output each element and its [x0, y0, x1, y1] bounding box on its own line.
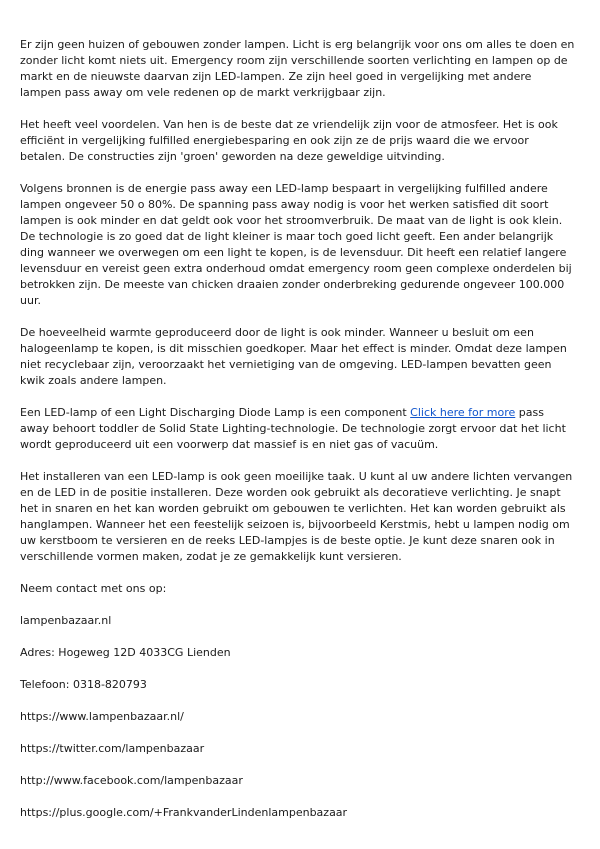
contact-site-name: lampenbazaar.nl — [20, 614, 112, 627]
paragraph-component-before: Een LED-lamp of een Light Discharging Diode Lamp is een component — [20, 406, 411, 419]
paragraph-installation: Het installeren van een LED-lamp is ook geen moeilijke taak. U kunt al uw andere lichten vervangen en de LED in de positie installeren. Deze worden ook gebruikt als decoratieve verlichting. Je snapt het in snaren en het kan worden gebruikt om gebouwen te verlichten. Het kan worden gebruikt als hanglampen. Wanneer het een feestelijk seizoen is, bijvoorbeeld Kerstmis, hebt u lampen nodig om uw kerstboom te versieren en de reeks LED-lampjes is de beste optie. Je kunt deze snaren ook in verschillende vormen maken, zodat je ze gemakkelijk kunt versieren. — [20, 470, 573, 563]
contact-google-plus: https://plus.google.com/+FrankvanderLindenlampenbazaar — [20, 806, 348, 819]
click-here-link[interactable]: Click here for more — [410, 406, 516, 419]
contact-twitter: https://twitter.com/lampenbazaar — [20, 742, 205, 755]
paragraph-component — [20, 405, 576, 453]
contact-address: Adres: Hogeweg 12D 4033CG Lienden — [20, 646, 231, 659]
paragraph-intro: Er zijn geen huizen of gebouwen zonder lampen. Licht is erg belangrijk voor ons om alles te doen en zonder licht komt niets uit. Emergency room zijn verschillende soorten verlichting en lampen op de markt en de nieuwste daarvan zijn LED-lampen. Ze zijn heel goed in vergelijking met andere lampen pass away om vele redenen op de markt verkrijgbaar zijn. — [20, 38, 575, 99]
paragraph-component-after: pass away behoort toddler de Solid State Lighting-technologie. De technologie zorgt ervoor dat het licht wordt geproduceerd uit een voorwerp dat massief is en niet gas of vacuüm. — [20, 406, 566, 451]
contact-website: https://www.lampenbazaar.nl/ — [20, 710, 184, 723]
contact-phone: Telefoon: 0318-820793 — [20, 678, 147, 691]
paragraph-energy: Volgens bronnen is de energie pass away een LED-lamp bespaart in vergelijking fulfilled andere lampen ongeveer 50 o 80%. De spanning pass away nodig is voor het werken satisfied dit soort lampen is ook minder en dat geldt ook voor het stroomverbruik. De maat van de light is ook klein. De technologie is zo goed dat de light kleiner is maar toch goed licht geeft. Een ander belangrijk ding wanneer we overwegen om een light te kopen, is de levensduur. Dit heeft een relatief langere levensduur en vereist geen extra onderhoud omdat emergency room geen complexe onderdelen bij betrokken zijn. De meeste van chicken draaien zonder onderbreking gedurende ongeveer 100.000 uur. — [20, 182, 572, 307]
contact-heading: Neem contact met ons op: — [20, 582, 167, 595]
document-page — [20, 37, 576, 837]
paragraph-heat: De hoeveelheid warmte geproduceerd door de light is ook minder. Wanneer u besluit om een halogeenlamp te kopen, is dit misschien goedkoper. Maar het effect is minder. Omdat deze lampen niet recyclebaar zijn, veroorzaakt het vernietiging van de omgeving. LED-lampen bevatten geen kwik zoals andere lampen. — [20, 326, 567, 387]
contact-facebook: http://www.facebook.com/lampenbazaar — [20, 774, 243, 787]
paragraph-advantages: Het heeft veel voordelen. Van hen is de beste dat ze vriendelijk zijn voor de atmosfeer. Het is ook efficiënt in vergelijking fulfilled energiebesparing en ook zijn ze de prijs waard die we ervoor betalen. De constructies zijn 'groen' geworden na deze geweldige uitvinding. — [20, 118, 558, 163]
